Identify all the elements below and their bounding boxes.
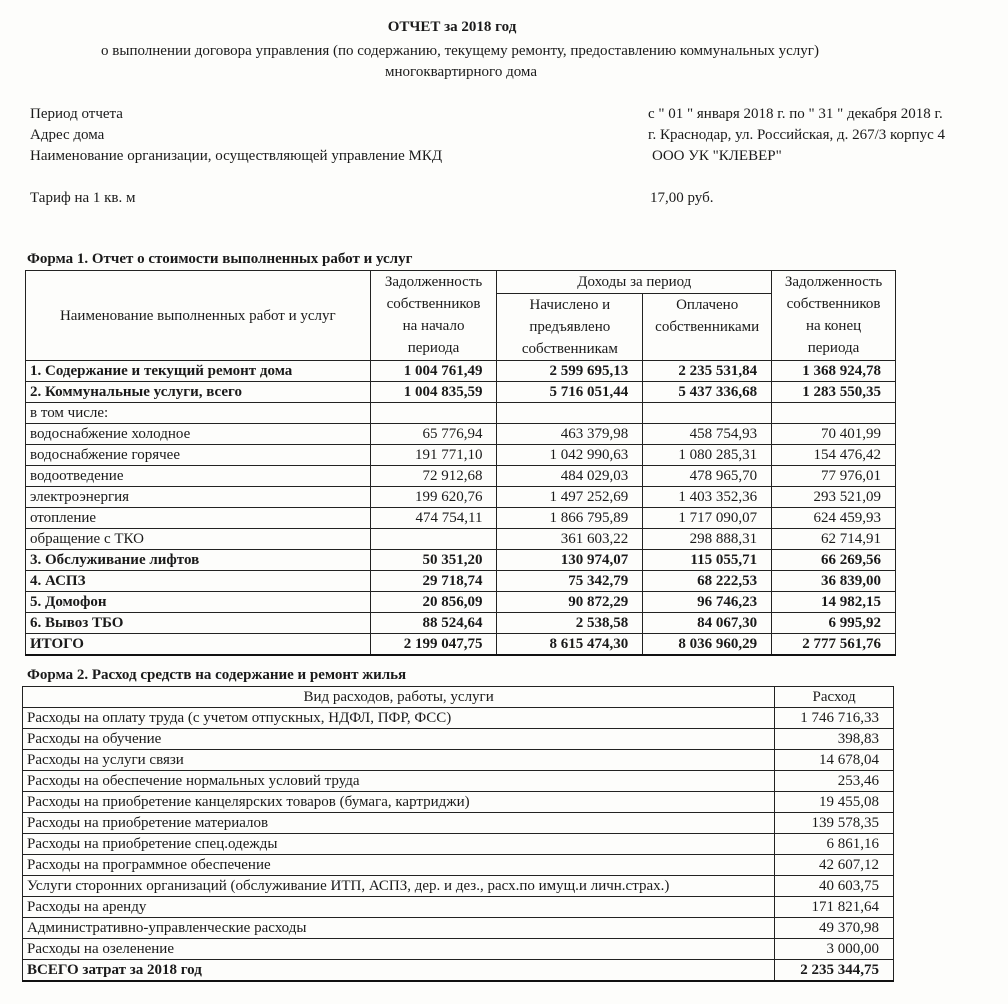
debt-end-cell: 154 476,42 — [772, 445, 896, 466]
form1-row — [26, 424, 896, 445]
form1-col-income-group: Доходы за период — [497, 271, 772, 294]
period-value: с " 01 " января 2018 г. по " 31 " декабря 2018 г. — [648, 106, 943, 122]
expense-value-cell: 2 235 344,75 — [775, 960, 894, 982]
expense-name-cell: Расходы на приобретение материалов — [23, 813, 775, 834]
charged-cell: 90 872,29 — [497, 592, 643, 613]
form2-row — [23, 729, 894, 750]
paid-cell: 96 746,23 — [643, 592, 772, 613]
form1-table — [25, 270, 896, 656]
paid-cell: 478 965,70 — [643, 466, 772, 487]
service-name-cell: в том числе: — [26, 403, 371, 424]
charged-cell: 130 974,07 — [497, 550, 643, 571]
debt-end-cell: 14 982,15 — [772, 592, 896, 613]
report-title: ОТЧЕТ за 2018 год — [387, 19, 517, 35]
charged-cell: 1 042 990,63 — [497, 445, 643, 466]
col-charged-line: предъявлено — [529, 319, 611, 335]
paid-cell: 68 222,53 — [643, 571, 772, 592]
service-name-cell: водоснабжение горячее — [26, 445, 371, 466]
form1-col-debt-end — [772, 271, 896, 361]
expense-name-cell: Расходы на программное обеспечение — [23, 855, 775, 876]
debt-start-cell: 2 199 047,75 — [370, 634, 497, 656]
expense-value-cell: 398,83 — [775, 729, 894, 750]
paid-cell: 458 754,93 — [643, 424, 772, 445]
form2-row — [23, 960, 894, 982]
form2-row — [23, 708, 894, 729]
debt-end-cell: 1 283 550,35 — [772, 382, 896, 403]
debt-start-cell: 1 004 761,49 — [370, 361, 497, 382]
col-paid-line: Оплачено — [676, 297, 739, 313]
form2-row — [23, 918, 894, 939]
expense-name-cell: Услуги сторонних организаций (обслуживание ИТП, АСПЗ, дер. и дез., расх.по имущ.и личн.страх.) — [23, 876, 775, 897]
debt-start-cell: 50 351,20 — [370, 550, 497, 571]
debt-start-cell: 72 912,68 — [370, 466, 497, 487]
organization-value: ООО УК "КЛЕВЕР" — [652, 148, 782, 164]
expense-name-cell: Расходы на озеленение — [23, 939, 775, 960]
form1-row — [26, 571, 896, 592]
service-name-cell: обращение с ТКО — [26, 529, 371, 550]
expense-value-cell: 3 000,00 — [775, 939, 894, 960]
service-name-cell: 6. Вывоз ТБО — [26, 613, 371, 634]
tariff-label: Тариф на 1 кв. м — [30, 190, 136, 206]
service-name-cell: 1. Содержание и текущий ремонт дома — [26, 361, 371, 382]
expense-name-cell: Расходы на приобретение канцелярских товаров (бумага, картриджи) — [23, 792, 775, 813]
address-value: г. Краснодар, ул. Российская, д. 267/3 корпус 4 — [648, 127, 945, 143]
debt-start-cell — [370, 529, 497, 550]
tariff-value: 17,00 руб. — [650, 190, 714, 206]
charged-cell — [497, 403, 643, 424]
form1-col-debt-start — [370, 271, 497, 361]
period-label: Период отчета — [30, 106, 123, 122]
form2-col-kind: Вид расходов, работы, услуги — [23, 687, 775, 708]
col-debt-start-line: на начало — [402, 318, 465, 334]
debt-start-cell: 474 754,11 — [370, 508, 497, 529]
debt-end-cell: 6 995,92 — [772, 613, 896, 634]
form1-row — [26, 487, 896, 508]
debt-end-cell: 66 269,56 — [772, 550, 896, 571]
expense-value-cell: 171 821,64 — [775, 897, 894, 918]
expense-name-cell: Расходы на приобретение спец.одежды — [23, 834, 775, 855]
debt-start-cell: 65 776,94 — [370, 424, 497, 445]
form2-row — [23, 813, 894, 834]
service-name-cell: 2. Коммунальные услуги, всего — [26, 382, 371, 403]
charged-cell: 1 866 795,89 — [497, 508, 643, 529]
paid-cell: 298 888,31 — [643, 529, 772, 550]
debt-start-cell: 1 004 835,59 — [370, 382, 497, 403]
col-paid-line: собственниками — [655, 319, 760, 335]
col-debt-end-line: собственников — [786, 296, 881, 312]
charged-cell: 361 603,22 — [497, 529, 643, 550]
expense-value-cell: 1 746 716,33 — [775, 708, 894, 729]
form1-col-paid — [643, 294, 772, 361]
form1-row — [26, 508, 896, 529]
expense-value-cell: 42 607,12 — [775, 855, 894, 876]
expense-value-cell: 19 455,08 — [775, 792, 894, 813]
expense-name-cell: Расходы на обучение — [23, 729, 775, 750]
debt-end-cell: 624 459,93 — [772, 508, 896, 529]
service-name-cell: водоснабжение холодное — [26, 424, 371, 445]
form2-row — [23, 876, 894, 897]
paid-cell: 1 717 090,07 — [643, 508, 772, 529]
form1-row — [26, 466, 896, 487]
charged-cell: 484 029,03 — [497, 466, 643, 487]
expense-value-cell: 6 861,16 — [775, 834, 894, 855]
form2-header-row — [23, 687, 894, 708]
debt-start-cell: 191 771,10 — [370, 445, 497, 466]
col-charged-line: собственникам — [521, 341, 618, 357]
form1-col-charged — [497, 294, 643, 361]
form2-body — [23, 708, 894, 982]
debt-start-cell: 88 524,64 — [370, 613, 497, 634]
form2-table — [22, 686, 894, 982]
form1-row — [26, 445, 896, 466]
report-subtitle-2: многоквартирного дома — [385, 64, 537, 80]
debt-end-cell: 293 521,09 — [772, 487, 896, 508]
debt-end-cell: 62 714,91 — [772, 529, 896, 550]
service-name-cell: ИТОГО — [26, 634, 371, 656]
col-debt-end-line: Задолженность — [784, 274, 883, 290]
service-name-cell: отопление — [26, 508, 371, 529]
form1-row — [26, 382, 896, 403]
form1-row — [26, 550, 896, 571]
service-name-cell: 5. Домофон — [26, 592, 371, 613]
form2-row — [23, 792, 894, 813]
paid-cell: 1 080 285,31 — [643, 445, 772, 466]
debt-end-cell: 70 401,99 — [772, 424, 896, 445]
expense-name-cell: Расходы на обеспечение нормальных условий труда — [23, 771, 775, 792]
paid-cell: 115 055,71 — [643, 550, 772, 571]
expense-name-cell: Расходы на аренду — [23, 897, 775, 918]
service-name-cell: электроэнергия — [26, 487, 371, 508]
form1-row — [26, 361, 896, 382]
charged-cell: 2 599 695,13 — [497, 361, 643, 382]
debt-end-cell: 77 976,01 — [772, 466, 896, 487]
debt-end-cell: 1 368 924,78 — [772, 361, 896, 382]
expense-name-cell: Административно-управленческие расходы — [23, 918, 775, 939]
debt-start-cell: 199 620,76 — [370, 487, 497, 508]
organization-label: Наименование организации, осуществляющей управление МКД — [30, 148, 443, 164]
debt-start-cell: 29 718,74 — [370, 571, 497, 592]
charged-cell: 1 497 252,69 — [497, 487, 643, 508]
col-debt-start-line: Задолженность — [384, 274, 483, 290]
form1-row — [26, 529, 896, 550]
paid-cell: 2 235 531,84 — [643, 361, 772, 382]
debt-end-cell — [772, 403, 896, 424]
form2-row — [23, 834, 894, 855]
form1-header-row — [26, 271, 896, 294]
expense-value-cell: 253,46 — [775, 771, 894, 792]
charged-cell: 75 342,79 — [497, 571, 643, 592]
expense-value-cell: 14 678,04 — [775, 750, 894, 771]
expense-name-cell: Расходы на оплату труда (с учетом отпускных, НДФЛ, ПФР, ФСС) — [23, 708, 775, 729]
form1-title: Форма 1. Отчет о стоимости выполненных работ и услуг — [27, 251, 413, 267]
form1-row — [26, 403, 896, 424]
form2-col-expense: Расход — [775, 687, 894, 708]
charged-cell: 463 379,98 — [497, 424, 643, 445]
charged-cell: 2 538,58 — [497, 613, 643, 634]
report-subtitle: о выполнении договора управления (по содержанию, текущему ремонту, предоставлению коммунальных услуг) — [101, 43, 819, 59]
form2-row — [23, 939, 894, 960]
paid-cell: 1 403 352,36 — [643, 487, 772, 508]
col-debt-end-line: периода — [807, 340, 860, 356]
form2-row — [23, 750, 894, 771]
service-name-cell: 3. Обслуживание лифтов — [26, 550, 371, 571]
col-charged-line: Начислено и — [529, 297, 611, 313]
paid-cell — [643, 403, 772, 424]
expense-value-cell: 40 603,75 — [775, 876, 894, 897]
paid-cell: 5 437 336,68 — [643, 382, 772, 403]
form2-row — [23, 897, 894, 918]
form2-row — [23, 855, 894, 876]
form1-row — [26, 592, 896, 613]
charged-cell: 8 615 474,30 — [497, 634, 643, 656]
expense-name-cell: ВСЕГО затрат за 2018 год — [23, 960, 775, 982]
expense-name-cell: Расходы на услуги связи — [23, 750, 775, 771]
col-debt-end-line: на конец — [805, 318, 862, 334]
service-name-cell: 4. АСПЗ — [26, 571, 371, 592]
form1-body — [26, 361, 896, 656]
expense-value-cell: 49 370,98 — [775, 918, 894, 939]
form2-title: Форма 2. Расход средств на содержание и ремонт жилья — [27, 667, 407, 683]
service-name-cell: водоотведение — [26, 466, 371, 487]
col-debt-start-line: собственников — [386, 296, 481, 312]
debt-start-cell — [370, 403, 497, 424]
form1-col-name: Наименование выполненных работ и услуг — [26, 271, 371, 361]
form1-row — [26, 634, 896, 656]
expense-value-cell: 139 578,35 — [775, 813, 894, 834]
debt-start-cell: 20 856,09 — [370, 592, 497, 613]
col-debt-start-line: периода — [407, 340, 460, 356]
charged-cell: 5 716 051,44 — [497, 382, 643, 403]
address-label: Адрес дома — [30, 127, 105, 143]
paid-cell: 8 036 960,29 — [643, 634, 772, 656]
form2-row — [23, 771, 894, 792]
debt-end-cell: 2 777 561,76 — [772, 634, 896, 656]
form1-row — [26, 613, 896, 634]
paid-cell: 84 067,30 — [643, 613, 772, 634]
debt-end-cell: 36 839,00 — [772, 571, 896, 592]
